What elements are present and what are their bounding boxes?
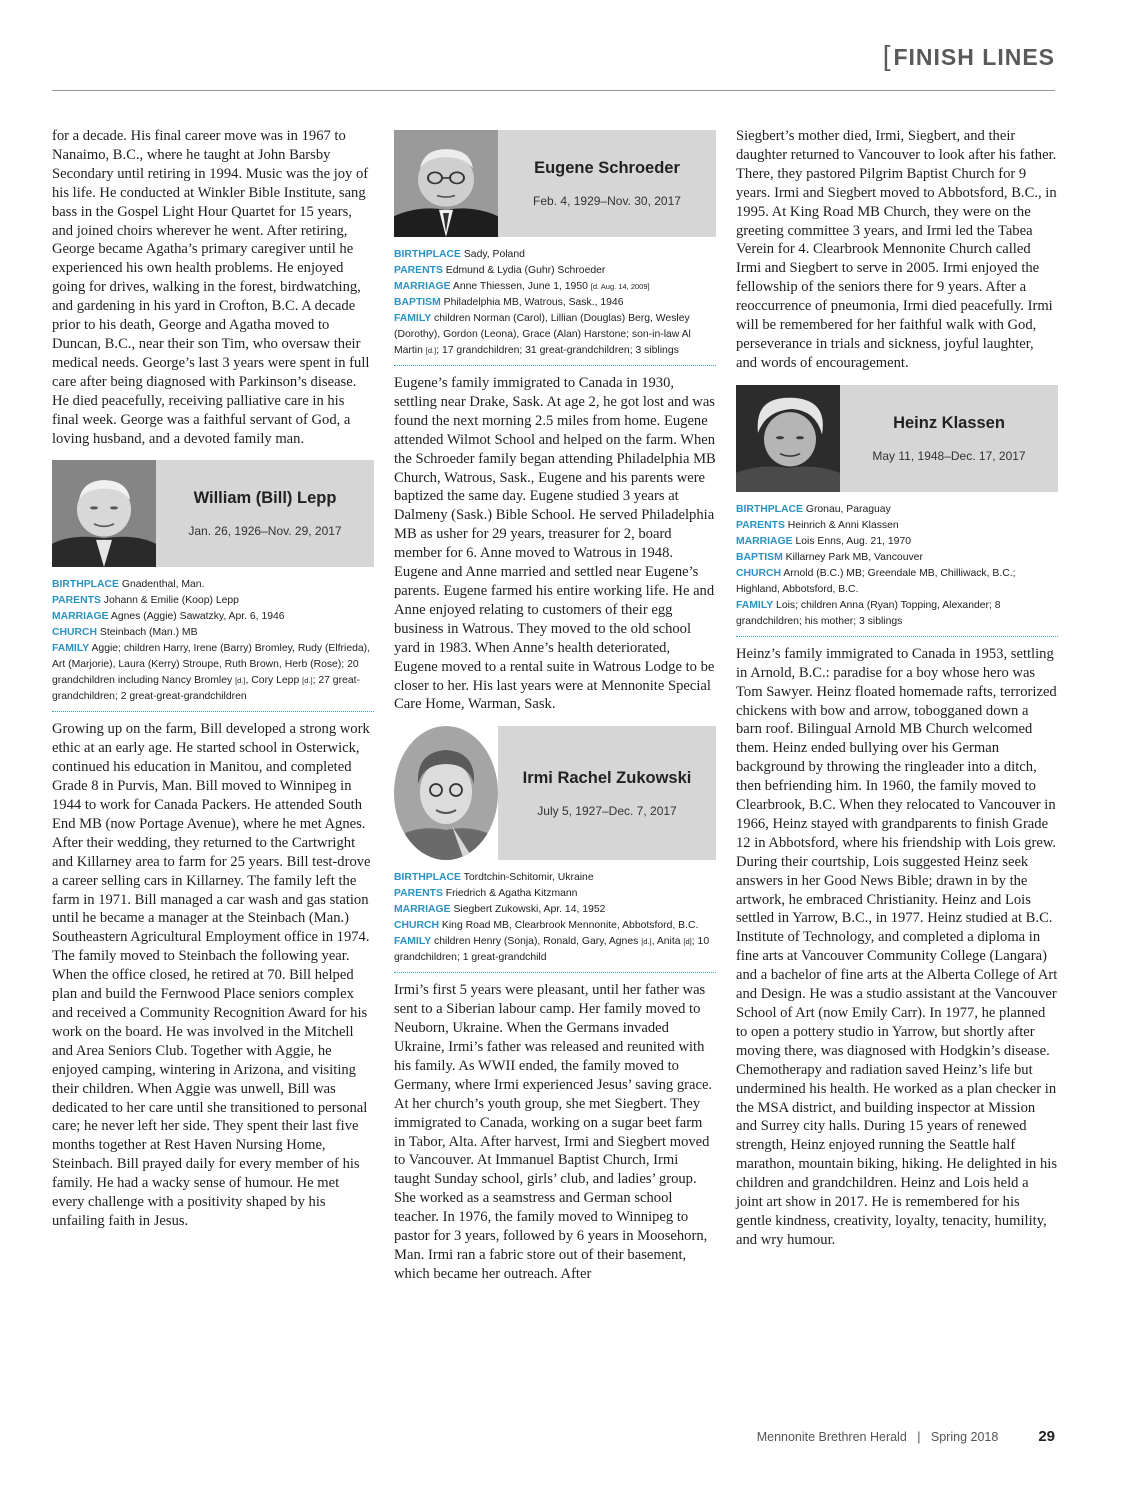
fact-baptism bbox=[394, 295, 716, 311]
fact-value: , Cory Lepp bbox=[245, 675, 300, 687]
header-divider bbox=[52, 90, 1055, 91]
facts-zukowski bbox=[394, 870, 716, 973]
fact-label: PARENTS bbox=[52, 595, 101, 607]
fact-church bbox=[394, 918, 716, 934]
fact-value: , Anita bbox=[651, 936, 681, 948]
continued-obituary-text: for a decade. His final career move was in 1967 to Nanaimo, B.C., where he taught at John Barsby Secondary until retiring in 1994. Music was the joy of his life. He conducted at Winkler Bible Institute, sang bass in the Gospel Light Hour Quartet for 15 years, and joined choirs wherever he went. After retiring, George became Agatha’s primary caregiver until he experienced his own health problems. He enjoyed going for drives, walking in the forest, birdwatching, and gardening in his yard in Crofton, B.C. A decade prior to his death, George and Agatha moved to Duncan, B.C., near their son Tim, who oversaw their medical needs. George’s last 3 years were spent in full care after being diagnosed with Parkinson’s disease. He died peacefully, receiving palliative care in his final week. George was a faithful servant of God, a loving husband, and a devoted family man. bbox=[52, 128, 370, 447]
fact-value: Killarney Park MB, Vancouver bbox=[785, 551, 923, 563]
fact-label: PARENTS bbox=[736, 519, 785, 531]
page-number: 29 bbox=[1038, 1428, 1055, 1445]
fact-parents bbox=[736, 518, 1058, 534]
fact-label: FAMILY bbox=[52, 643, 90, 655]
obituary-bio-schroeder: Eugene’s family immigrated to Canada in 1930, settling near Drake, Sask. At age 2, he got lost and was found the next morning 2.5 miles from home. Eugene attended Wilmot School and helped on the farm. When the Schroeder family began attending Philadelphia MB Church, Watrous, Sask., Eugene and his parents were baptized the same day. Eugene studied 3 years at Dalmeny (Sask.) Bible School. He served Philadelphia MB as usher for 29 years, treasurer for 2, board member for 6. Anne moved to Watrous in 1948. Eugene and Anne married and settled near Eugene’s parents. Eugene farmed his entire working life. He and Anne enjoyed relating to customers of their egg business in Watrous. They moved to the old school yard in 1983. When Anne’s health deteriorated, Eugene moved to a rental suite in Watrous Lodge to be closer to her. His last years were at Mennonite Special Care Home, Warman, Sask. bbox=[394, 375, 716, 713]
fact-label: BAPTISM bbox=[736, 551, 783, 563]
fact-value: Lois Enns, Aug. 21, 1970 bbox=[795, 535, 912, 547]
fact-value: Johann & Emilie (Koop) Lepp bbox=[103, 595, 239, 607]
fact-value: Tordtchin-Schitomir, Ukraine bbox=[463, 872, 594, 884]
obituary-name-zukowski: Irmi Rachel Zukowski bbox=[522, 768, 692, 787]
fact-label: MARRIAGE bbox=[52, 611, 109, 623]
fact-label: BIRTHPLACE bbox=[736, 503, 803, 515]
fact-label: FAMILY bbox=[394, 936, 432, 948]
fact-parents bbox=[394, 886, 716, 902]
fact-label: PARENTS bbox=[394, 265, 443, 276]
fact-label: BIRTHPLACE bbox=[394, 249, 461, 260]
fact-value: Steinbach (Man.) MB bbox=[99, 627, 198, 639]
obituary-bio-klassen: Heinz’s family immigrated to Canada in 1953, settling in Arnold, B.C.: paradise for a boy whose hero was Tom Sawyer. Heinz floated homemade rafts, terrorized chickens with bow and arrow, tobogganed down a barn roof. Bilingual Arnold MB Church welcomed them. Heinz ended bullying over his German background by throwing the ringleader into a ditch, then befriending him. In 1960, the family moved to Clearbrook, B.C. When they relocated to Vancouver in 1966, Heinz stayed with grandparents to finish Grade 12 in Abbotsford, where his friendship with Lois grew. During their courtship, Lois suggested Heinz seek answers in her Good News Bible; drawn in by the artwork, he embraced Christianity. Heinz and Lois settled in Yarrow, B.C., in 1977. Heinz studied at B.C. Institute of Technology, and completed a diploma in fine arts at Vancouver Community College (Langara) and a bachelor of fine arts at the Alberta College of Art and Design. He was a studio assistant at the Vancouver School of Art (now Emily Carr). In 1977, he planned to open a pottery studio in Yarrow, but shortly after moving there, was diagnosed with Hodgkin’s disease. Chemotherapy and radiation saved Heinz’s life but undermined his health. He worked as a plan checker in the MSA district, and building inspector at Mission and Surrey city halls. During 15 years of renewed strength, Heinz enjoyed running the Seattle half marathon, mountain biking, hiking. He delighted in his children and grandchildren. Heinz and Lois held a joint art show in 2017. He is remembered for his gentle kindness, creativity, loyalty, tenacity, humility, and wry humour. bbox=[736, 645, 1058, 1248]
fact-label: MARRIAGE bbox=[394, 904, 451, 916]
fact-marriage bbox=[736, 534, 1058, 550]
fact-value: Siegbert Zukowski, Apr. 14, 1952 bbox=[453, 904, 606, 916]
deceased-note: [d.] bbox=[302, 676, 313, 686]
fact-value: Gnadenthal, Man. bbox=[121, 579, 205, 591]
name-block-lepp bbox=[156, 460, 374, 567]
fact-value: King Road MB, Clearbrook Mennonite, Abbotsford, B.C. bbox=[441, 920, 699, 932]
fact-label: MARRIAGE bbox=[394, 281, 451, 292]
fact-value: Arnold (B.C.) MB; Greendale MB, Chilliwack, B.C.; Highland, Abbotsford, B.C. bbox=[736, 567, 1016, 595]
fact-baptism bbox=[736, 550, 1058, 566]
fact-church bbox=[736, 566, 1058, 598]
fact-label: FAMILY bbox=[394, 313, 432, 324]
deceased-note: [d.] bbox=[641, 937, 652, 947]
fact-church bbox=[52, 625, 374, 641]
name-block-zukowski bbox=[498, 726, 716, 860]
obituary-dates-schroeder: Feb. 4, 1929–Nov. 30, 2017 bbox=[533, 194, 681, 208]
name-block-schroeder bbox=[498, 130, 716, 237]
section-title: FINISH LINES bbox=[893, 44, 1055, 70]
fact-label: BAPTISM bbox=[394, 297, 441, 308]
deceased-note: [d.] bbox=[425, 346, 437, 355]
obituary-name-schroeder: Eugene Schroeder bbox=[534, 159, 680, 177]
fact-value: ; 10 grandchildren; 1 great-grandchild bbox=[394, 936, 710, 964]
fact-value: Edmund & Lydia (Guhr) Schroeder bbox=[445, 265, 606, 276]
fact-value: Gronau, Paraguay bbox=[805, 503, 891, 515]
fact-marriage bbox=[52, 609, 374, 625]
footer-separator: | bbox=[917, 1430, 921, 1444]
fact-birthplace bbox=[52, 577, 374, 593]
obituary-bio-zukowski-continued: Siegbert’s mother died, Irmi, Siegbert, and their daughter returned to Vancouver to look after his father. There, they pastored Pilgrim Baptist Church for 9 years. Irmi and Siegbert moved to Abbotsford, B.C., in 1995. At King Road MB Church, they were on the greeting committee 3 years, and Irmi led the Tabea Verein for 4. Clearbrook Mennonite Church called Irmi and Siegbert to serve in 2005. Irmi enjoyed the fellowship of the seniors there for 9 years. After a reoccurrence of pneumonia, Irmi died peacefully. Irmi will be remembered for her faithful walk with God, perseverance in trials and sickness, joyful laughter, and words of encouragement. bbox=[736, 128, 1057, 371]
deceased-note: [d.] bbox=[235, 676, 246, 686]
fact-marriage bbox=[394, 902, 716, 918]
obituary-dates-zukowski: July 5, 1927–Dec. 7, 2017 bbox=[537, 803, 677, 818]
section-header bbox=[883, 40, 1055, 72]
fact-label: CHURCH bbox=[394, 920, 440, 932]
fact-value: Aggie; children Harry, Irene (Barry) Bromley, Rudy (Elfrieda), Art (Marjorie), Laura (Kerry) Stroupe, Ruth Brown, Herb (Rose); 20 grandchildren including Nancy Bromley bbox=[52, 643, 371, 687]
magazine-name: Mennonite Brethren Herald bbox=[756, 1430, 907, 1444]
portrait-photo-lepp bbox=[52, 460, 156, 567]
page-footer bbox=[757, 1428, 1055, 1445]
fact-parents bbox=[52, 593, 374, 609]
obituary-header-lepp bbox=[52, 460, 374, 567]
footer-magazine bbox=[757, 1430, 999, 1444]
column-2 bbox=[394, 127, 716, 1284]
fact-label: MARRIAGE bbox=[736, 535, 793, 547]
fact-value: Friedrich & Agatha Kitzmann bbox=[445, 888, 578, 900]
portrait-lepp-image bbox=[52, 460, 156, 567]
portrait-klassen-image bbox=[736, 385, 840, 492]
fact-value: Lois; children Anna (Ryan) Topping, Alexander; 8 grandchildren; his mother; 3 siblings bbox=[736, 599, 1001, 627]
column-3 bbox=[736, 127, 1058, 1250]
obituary-header-zukowski bbox=[394, 726, 716, 860]
portrait-photo-schroeder bbox=[394, 130, 498, 237]
obituary-name-klassen: Heinz Klassen bbox=[893, 413, 1005, 432]
obituary-header-klassen bbox=[736, 385, 1058, 492]
fact-value: Agnes (Aggie) Sawatzky, Apr. 6, 1946 bbox=[110, 611, 285, 623]
portrait-photo-zukowski bbox=[394, 726, 498, 860]
facts-klassen bbox=[736, 502, 1058, 637]
column-1 bbox=[52, 127, 374, 1231]
facts-lepp bbox=[52, 577, 374, 712]
fact-value: children Henry (Sonja), Ronald, Gary, Agnes bbox=[434, 936, 639, 948]
fact-label: FAMILY bbox=[736, 599, 774, 611]
fact-family bbox=[52, 641, 374, 705]
fact-birthplace bbox=[736, 502, 1058, 518]
obituary-name-lepp: William (Bill) Lepp bbox=[193, 489, 337, 508]
fact-birthplace bbox=[394, 870, 716, 886]
obituary-header-schroeder bbox=[394, 130, 716, 237]
fact-family bbox=[736, 598, 1058, 630]
fact-value: Anne Thiessen, June 1, 1950 bbox=[452, 281, 588, 292]
header-bracket: [ bbox=[882, 40, 892, 71]
facts-schroeder bbox=[394, 247, 716, 366]
fact-label: BIRTHPLACE bbox=[52, 579, 119, 591]
fact-label: CHURCH bbox=[52, 627, 98, 639]
portrait-schroeder-image bbox=[394, 130, 498, 237]
fact-value: Philadelphia MB, Watrous, Sask., 1946 bbox=[443, 297, 624, 308]
fact-family bbox=[394, 934, 716, 966]
portrait-photo-klassen bbox=[736, 385, 840, 492]
fact-birthplace bbox=[394, 247, 716, 263]
fact-value: children Norman (Carol), Lillian (Douglas) Berg, Wesley (Dorothy), Gordon (Leona), Grace (Alan) Harstone; son-in-law Al Martin bbox=[394, 313, 691, 356]
fact-family bbox=[394, 311, 716, 359]
fact-value: ; 27 great-grandchildren; 2 great-great-grandchildren bbox=[52, 675, 360, 703]
portrait-zukowski-image bbox=[394, 726, 498, 860]
fact-label: PARENTS bbox=[394, 888, 443, 900]
deceased-note: [d. Aug. 14, 2009] bbox=[590, 282, 650, 291]
obituary-bio-zukowski: Irmi’s first 5 years were pleasant, until her father was sent to a Siberian labour camp. Her family moved to Neuborn, Ukraine. When the Germans invaded Ukraine, Irmi’s father was released and reunited with his family. As WWII ended, the family moved to Germany, where Irmi experienced Jesus’ saving grace. At her church’s youth group, she met Siegbert. They immigrated to Canada, working on a sugar beet farm in Tabor, Alta. After harvest, Irmi and Siegbert moved to Vancouver. At Immanuel Baptist Church, Irmi taught Sunday school, girls’ club, and ladies’ group. She worked as a seamstress and German school teacher. In 1976, the family moved to Winnipeg to pastor for 3 years, followed by 6 years in Moosehorn, Man. Irmi ran a fabric store out of their basement, which became her outreach. After bbox=[394, 982, 713, 1282]
obituary-dates-klassen: May 11, 1948–Dec. 17, 2017 bbox=[872, 448, 1026, 463]
fact-marriage bbox=[394, 279, 716, 295]
obituary-dates-lepp: Jan. 26, 1926–Nov. 29, 2017 bbox=[188, 524, 342, 539]
fact-value: Sady, Poland bbox=[463, 249, 525, 260]
fact-parents bbox=[394, 263, 716, 279]
fact-value: ; 17 grandchildren; 31 great-grandchildren; 3 siblings bbox=[436, 345, 679, 356]
fact-value: Heinrich & Anni Klassen bbox=[787, 519, 899, 531]
issue-label: Spring 2018 bbox=[930, 1430, 999, 1444]
deceased-note: [d] bbox=[683, 937, 692, 947]
name-block-klassen bbox=[840, 385, 1058, 492]
fact-label: CHURCH bbox=[736, 567, 782, 579]
obituary-bio-lepp: Growing up on the farm, Bill developed a strong work ethic at an early age. He started school in Osterwick, continued his education in Manitou, and completed Grade 8 in Purvis, Man. Bill moved to Winnipeg in 1944 to work for Canada Packers. He attended South End MB (now Portage Avenue), where he met Agnes. After their wedding, they returned to the Cartwright and Killarney area to farm for 25 years. Bill test-drove a career selling cars in Killarney. The family left the farm in 1971. Bill managed a car wash and gas station until he became a manager at the Steinbach (Man.) Southeastern Agricultural Employment office in 1974. The family moved to Steinbach the following year. When the office closed, he retired at 70. Bill helped plan and build the Fernwood Place seniors complex and received a Community Recognition Award for his work on the board. He was involved in the Mitchell and Area Seniors Club. Together with Aggie, he enjoyed camping, wintering in Arizona, and visiting their children. When Aggie was unwell, Bill was dedicated to her care until she transitioned to personal care; he never left her side. They spent their last five months together at Rest Haven Nursing Home, Steinbach. Bill prayed daily for every member of his family. He had a wacky sense of humour. He met every challenge with a positivity shaped by his unfailing faith in Jesus. bbox=[52, 721, 371, 1229]
fact-label: BIRTHPLACE bbox=[394, 872, 461, 884]
